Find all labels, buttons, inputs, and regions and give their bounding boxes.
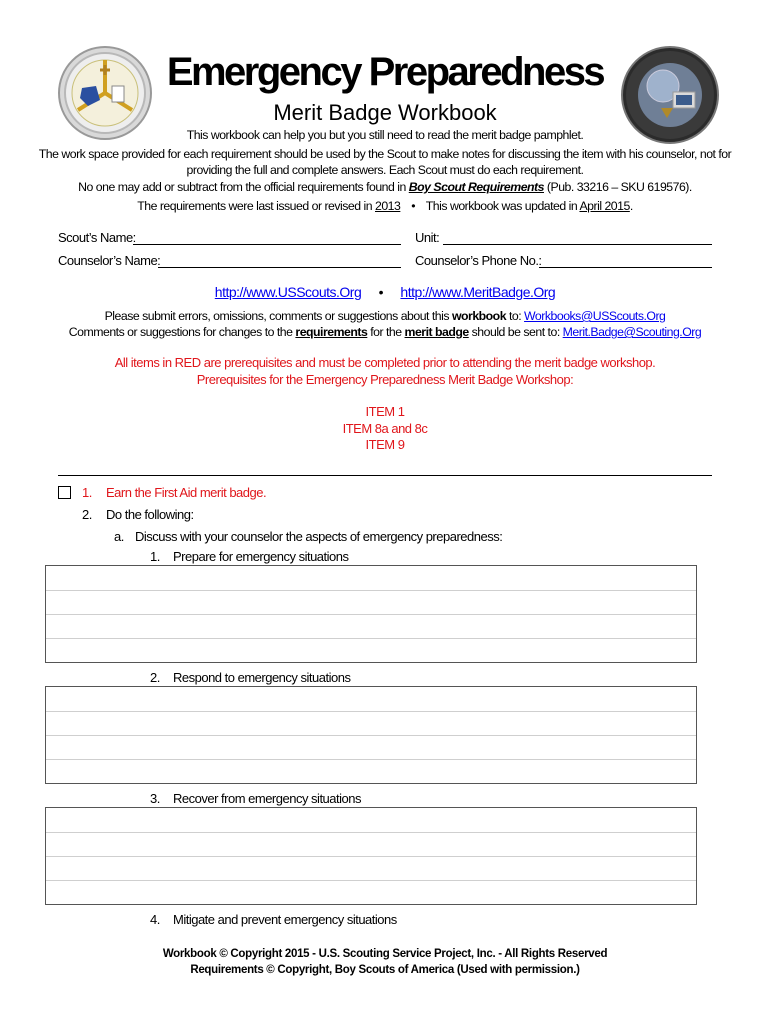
merit-badge-bold: merit badge [404, 325, 469, 339]
counselor-name-label: Counselor’s Name: [58, 253, 161, 268]
counselor-name-field[interactable] [158, 267, 401, 268]
intro-line-2: The work space provided for each requirement should be used by the Scout to make notes for discussing the item with his counselor, not for [38, 147, 732, 161]
requirement-2-text: Do the following: [106, 507, 194, 522]
pub-number: (Pub. 33216 – SKU 619576). [543, 180, 692, 194]
boy-scout-requirements-ref: Boy Scout Requirements [408, 180, 544, 194]
ruled-line [46, 638, 696, 639]
requirement-1-number: 1. [82, 485, 92, 500]
requirement-1-text: Earn the First Aid merit badge. [106, 485, 267, 500]
prereq-item: ITEM 1 [365, 404, 405, 419]
intro-line-4 [0, 180, 770, 194]
sub-item-text: Recover from emergency situations [173, 791, 361, 806]
intro-line-1: This workbook can help you but you still need to read the merit badge pamphlet. [186, 128, 584, 142]
workbooks-email-link[interactable]: Workbooks@USScouts.Org [524, 309, 666, 323]
updated-date: April 2015 [579, 199, 630, 213]
sent-to-text: should be sent to: [468, 325, 563, 339]
footer-copyright-1: Workbook © Copyright 2015 - U.S. Scouting Service Project, Inc. - All Rights Reserved [162, 948, 608, 960]
requirement-2a-text: Discuss with your counselor the aspects of emergency preparedness: [135, 529, 503, 544]
requirements-bold: requirements [295, 325, 368, 339]
work-space-box[interactable] [45, 565, 697, 663]
ruled-line [46, 856, 696, 857]
unit-field[interactable] [443, 244, 712, 245]
submit-line-2 [0, 325, 770, 339]
sub-item-number: 4. [150, 912, 160, 927]
intro-line-3: providing the full and complete answers. Each Scout must do each requirement. [186, 163, 584, 177]
for-the-text: for the [367, 325, 405, 339]
prereq-item: ITEM 9 [365, 437, 405, 452]
ruled-line [46, 735, 696, 736]
comments-text: Comments or suggestions for changes to the [68, 325, 296, 339]
revision-text: The requirements were last issued or revised in [137, 199, 375, 213]
section-divider [58, 475, 712, 476]
bullet: • [411, 199, 416, 213]
website-links [0, 284, 770, 300]
counselor-phone-label: Counselor’s Phone No.: [415, 253, 542, 268]
footer-copyright-2: Requirements © Copyright, Boy Scouts of America (Used with permission.) [190, 964, 580, 976]
unit-label: Unit: [415, 230, 440, 245]
work-space-box[interactable] [45, 686, 697, 784]
meritbadge-link[interactable]: http://www.MeritBadge.Org [400, 284, 556, 300]
ruled-line [46, 590, 696, 591]
ruled-line [46, 711, 696, 712]
work-space-box[interactable] [45, 807, 697, 905]
sub-item-number: 1. [150, 549, 160, 564]
prereq-line-2: Prerequisites for the Emergency Preparedness Merit Badge Workshop: [196, 372, 574, 387]
ruled-line [46, 832, 696, 833]
prereq-item: ITEM 8a and 8c [342, 421, 428, 436]
sub-item-number: 2. [150, 670, 160, 685]
sub-item-text: Mitigate and prevent emergency situations [173, 912, 397, 927]
usscouts-link[interactable]: http://www.USScouts.Org [214, 284, 362, 300]
submit-line-1 [0, 309, 770, 323]
period: . [629, 199, 633, 213]
ruled-line [46, 759, 696, 760]
scout-name-label: Scout’s Name: [58, 230, 136, 245]
page-subtitle: Merit Badge Workbook [273, 100, 497, 125]
merit-badge-email-link[interactable]: Merit.Badge@Scouting.Org [562, 325, 702, 339]
page-title: Emergency Preparedness [166, 50, 604, 94]
submit-to: to: [506, 309, 525, 323]
workbook-bold: workbook [451, 309, 507, 323]
prereq-line-1: All items in RED are prerequisites and must be completed prior to attending the merit badge workshop. [114, 355, 656, 370]
ruled-line [46, 614, 696, 615]
ruled-line [46, 880, 696, 881]
intro-line-4-text: No one may add or subtract from the official requirements found in [78, 180, 409, 194]
sub-item-number: 3. [150, 791, 160, 806]
requirement-2a-letter: a. [114, 529, 124, 544]
requirement-1-checkbox[interactable] [58, 486, 71, 499]
updated-text: This workbook was updated in [425, 199, 580, 213]
intro-line-5 [0, 199, 770, 213]
sub-item-text: Respond to emergency situations [173, 670, 351, 685]
scout-name-field[interactable] [133, 244, 401, 245]
revision-year: 2013 [375, 199, 401, 213]
submit-text: Please submit errors, omissions, comments or suggestions about this [104, 309, 452, 323]
counselor-phone-field[interactable] [539, 267, 712, 268]
sub-item-text: Prepare for emergency situations [173, 549, 349, 564]
links-bullet: • [378, 284, 384, 300]
requirement-2-number: 2. [82, 507, 92, 522]
